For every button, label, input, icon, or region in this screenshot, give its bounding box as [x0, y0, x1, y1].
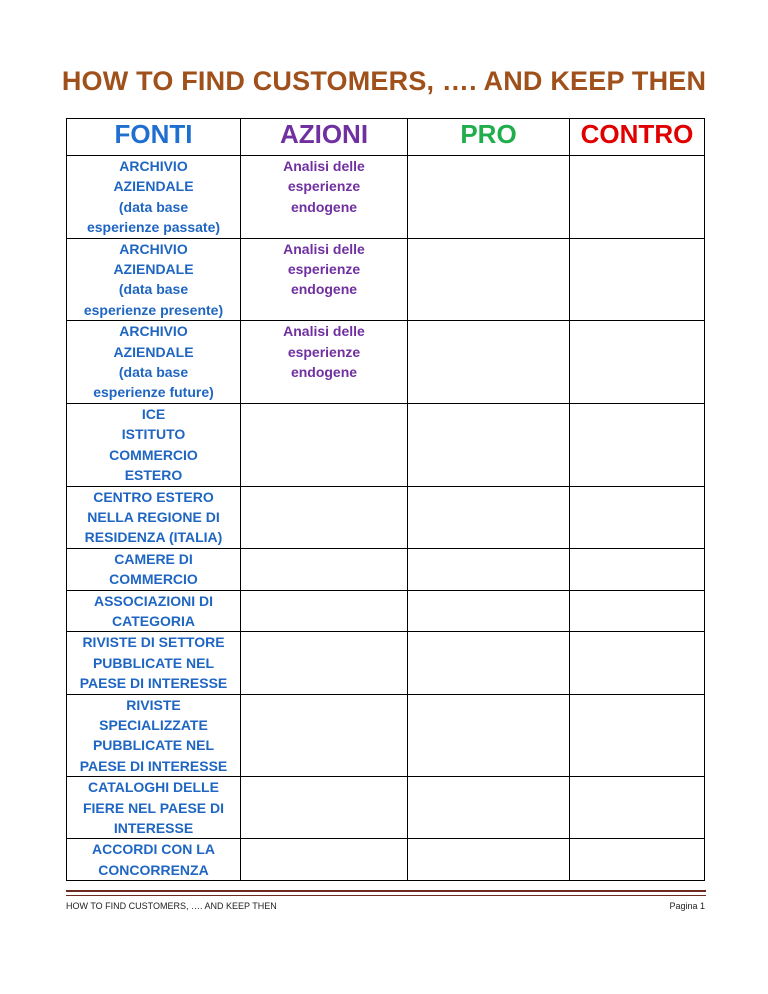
sources-table	[66, 118, 705, 881]
contro-cell	[570, 632, 705, 694]
fonte-line: CONCORRENZA	[98, 861, 209, 878]
fonte-line: CATEGORIA	[112, 612, 195, 629]
header-azioni: AZIONI	[241, 119, 408, 156]
table-row	[67, 403, 705, 486]
contro-cell	[570, 321, 705, 404]
contro-cell	[570, 156, 705, 239]
header-contro: CONTRO	[570, 119, 705, 156]
pro-cell	[408, 839, 570, 881]
pro-cell	[408, 238, 570, 321]
fonte-line: PUBBLICATE NEL	[92, 737, 215, 754]
table-row	[67, 632, 705, 694]
footer-divider	[66, 890, 706, 892]
fonte-cell	[67, 590, 241, 632]
table-row	[67, 694, 705, 777]
fonte-line: ISTITUTO	[121, 426, 186, 443]
azione-cell	[241, 632, 408, 694]
azione-cell	[241, 590, 408, 632]
fonte-line: RIVISTE	[126, 696, 181, 713]
azione-line: endogene	[290, 281, 358, 298]
pro-cell	[408, 694, 570, 777]
fonte-line: RIVISTE DI SETTORE	[82, 634, 225, 651]
azione-line: esperienze	[287, 261, 361, 278]
table-row	[67, 238, 705, 321]
azione-cell	[241, 777, 408, 839]
fonte-cell	[67, 839, 241, 881]
fonte-line: ICE	[141, 405, 166, 422]
fonte-cell	[67, 403, 241, 486]
table-row	[67, 548, 705, 590]
document-title: HOW TO FIND CUSTOMERS, …. AND KEEP THEN	[61, 66, 707, 96]
table-row	[67, 590, 705, 632]
contro-cell	[570, 694, 705, 777]
fonte-line: (data base	[118, 364, 189, 381]
pro-cell	[408, 486, 570, 548]
fonte-line: PAESE DI INTERESSE	[79, 675, 228, 692]
table-row	[67, 321, 705, 404]
fonte-cell	[67, 548, 241, 590]
azione-cell	[241, 156, 408, 239]
fonte-line: (data base	[118, 198, 189, 215]
table-header-row	[67, 119, 705, 156]
contro-cell	[570, 777, 705, 839]
fonte-cell	[67, 632, 241, 694]
azione-line: Analisi delle	[283, 158, 365, 174]
fonte-cell	[67, 694, 241, 777]
fonte-line: RESIDENZA (ITALIA)	[84, 529, 223, 546]
fonte-line: (data base	[118, 281, 189, 298]
contro-cell	[570, 548, 705, 590]
azione-cell	[241, 238, 408, 321]
fonte-line: CENTRO ESTERO	[93, 488, 214, 505]
fonte-cell	[67, 156, 241, 239]
azione-line: Analisi delle	[283, 240, 365, 257]
azione-cell	[241, 694, 408, 777]
pro-cell	[408, 403, 570, 486]
azione-cell	[241, 403, 408, 486]
pro-cell	[408, 777, 570, 839]
table-row	[67, 156, 705, 239]
table-row	[67, 839, 705, 881]
fonte-line: ARCHIVIO	[119, 240, 188, 257]
pro-cell	[408, 548, 570, 590]
fonte-line: esperienze presente)	[83, 301, 224, 318]
fonte-line: ARCHIVIO	[119, 323, 188, 340]
fonte-line: COMMERCIO	[109, 446, 198, 463]
footer-divider-thin	[66, 895, 706, 896]
pro-cell	[408, 632, 570, 694]
azione-cell	[241, 321, 408, 404]
fonte-line: esperienze passate)	[86, 219, 221, 236]
fonte-line: SPECIALIZZATE	[99, 716, 208, 733]
fonte-line: AZIENDALE	[113, 178, 194, 195]
fonte-line: INTERESSE	[113, 820, 194, 836]
contro-cell	[570, 238, 705, 321]
azione-line: esperienze	[287, 178, 361, 195]
pro-cell	[408, 590, 570, 632]
fonte-line: ASSOCIAZIONI DI	[93, 592, 213, 609]
fonte-line: ACCORDI CON LA	[92, 841, 215, 858]
fonte-line: FIERE NEL PAESE DI	[82, 799, 225, 816]
azione-line: endogene	[290, 198, 358, 215]
fonte-line: CAMERE DI	[114, 550, 193, 567]
fonte-line: PUBBLICATE NEL	[92, 654, 215, 671]
fonte-line: AZIENDALE	[113, 261, 194, 278]
fonte-line: ESTERO	[124, 467, 183, 484]
azione-cell	[241, 486, 408, 548]
fonte-line: esperienze future)	[93, 384, 214, 401]
fonte-line: PAESE DI INTERESSE	[79, 757, 228, 774]
footer-title: HOW TO FIND CUSTOMERS, …. AND KEEP THEN	[66, 901, 277, 911]
azione-line: Analisi delle	[283, 323, 365, 340]
table-row	[67, 486, 705, 548]
fonte-line: ARCHIVIO	[119, 158, 188, 174]
contro-cell	[570, 486, 705, 548]
fonte-cell	[67, 777, 241, 839]
fonte-line: COMMERCIO	[109, 571, 198, 588]
fonte-cell	[67, 486, 241, 548]
azione-line: endogene	[290, 364, 358, 381]
fonte-cell	[67, 238, 241, 321]
azione-cell	[241, 839, 408, 881]
fonte-line: NELLA REGIONE DI	[87, 508, 220, 525]
page-number: Pagina 1	[669, 901, 705, 911]
fonte-line: AZIENDALE	[113, 343, 194, 360]
header-pro: PRO	[408, 119, 570, 156]
contro-cell	[570, 590, 705, 632]
fonte-cell	[67, 321, 241, 404]
contro-cell	[570, 839, 705, 881]
pro-cell	[408, 156, 570, 239]
fonte-line: CATALOGHI DELLE	[88, 779, 219, 796]
contro-cell	[570, 403, 705, 486]
azione-line: esperienze	[287, 343, 361, 360]
table-row	[67, 777, 705, 839]
azione-cell	[241, 548, 408, 590]
header-fonti: FONTI	[67, 119, 241, 156]
pro-cell	[408, 321, 570, 404]
